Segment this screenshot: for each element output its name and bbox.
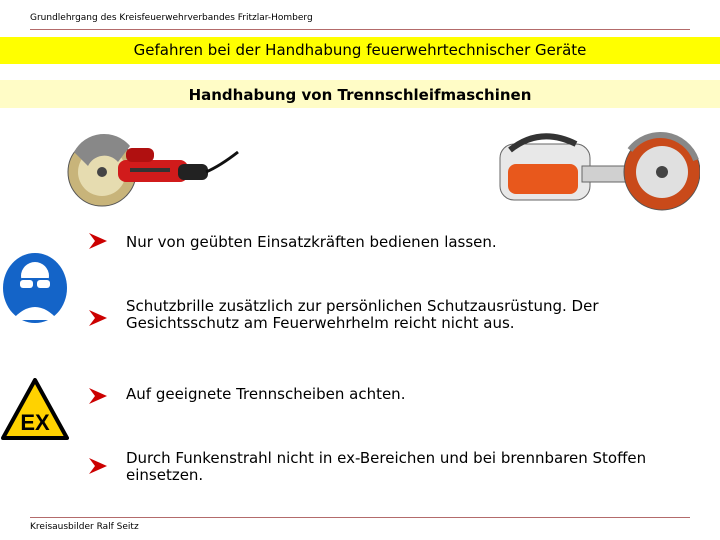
header-text: Grundlehrgang des Kreisfeuerwehrverbandes Fritzlar-Homberg bbox=[30, 13, 313, 23]
bullet-text: Nur von geübten Einsatzkräften bedienen lassen. bbox=[126, 233, 497, 251]
petrol-cut-off-saw-image bbox=[490, 120, 700, 220]
bullet-arrow-icon bbox=[88, 457, 108, 475]
page-title: Gefahren bei der Handhabung feuerwehrtechnischer Geräte bbox=[0, 37, 720, 64]
bullet-text: Auf geeignete Trennscheiben achten. bbox=[126, 385, 406, 403]
bullet-text: Schutzbrille zusätzlich zur persönlichen Schutzausrüstung. Der Gesichtsschutz am Feuerwehrhelm reicht nicht aus. bbox=[126, 297, 599, 332]
bullet-arrow-icon bbox=[88, 232, 108, 250]
footer-divider bbox=[30, 517, 690, 518]
electric-cut-off-saw-image bbox=[60, 122, 240, 214]
header-divider bbox=[30, 29, 690, 30]
bullet-text: Durch Funkenstrahl nicht in ex-Bereichen und bei brennbaren Stoffen einsetzen. bbox=[126, 449, 647, 484]
bullet-arrow-icon bbox=[88, 387, 108, 405]
page-subtitle: Handhabung von Trennschleifmaschinen bbox=[0, 80, 720, 108]
bullet-arrow-icon bbox=[88, 309, 108, 327]
explosive-atmosphere-sign-icon bbox=[1, 378, 69, 440]
footer-text: Kreisausbilder Ralf Seitz bbox=[30, 522, 139, 532]
ex-sign-label: EX bbox=[20, 410, 50, 435]
eye-protection-sign-icon bbox=[2, 252, 68, 324]
